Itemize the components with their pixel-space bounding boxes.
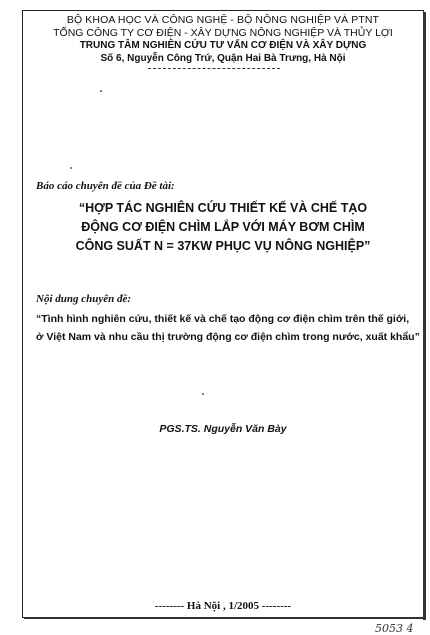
center-name: TRUNG TÂM NGHIÊN CỨU TƯ VẤN CƠ ĐIỆN VÀ XÂY DỰNG [79, 40, 367, 51]
corporation-header: TỔNG CÔNG TY CƠ ĐIỆN - XÂY DỰNG NÔNG NGHIỆP VÀ THỦY LỢI [53, 27, 393, 39]
report-title-line-3: CÔNG SUẤT N = 37KW PHỤC VỤ NÔNG NGHIỆP” [75, 239, 371, 253]
topic-line-1: “Tình hình nghiên cứu, thiết kế và chế tạo động cơ điện chìm trên thế giới, [36, 313, 410, 325]
report-label: Báo cáo chuyên đề của Đề tài: [36, 180, 175, 192]
scan-speck [100, 90, 102, 92]
handwritten-note: 5053 4 [375, 622, 414, 635]
page-border-shadow-bottom [24, 617, 426, 619]
center-address: Số 6, Nguyễn Công Trứ, Quận Hai Bà Trưng, Hà Nội [100, 53, 346, 64]
place-date-footer: -------- Hà Nội , 1/2005 -------- [154, 600, 292, 612]
topic-label: Nội dung chuyên đề: [36, 293, 132, 305]
topic-line-2: ở Việt Nam và nhu cầu thị trường động cơ điện chìm trong nước, xuất khẩu” [36, 331, 420, 343]
scan-speck [202, 393, 204, 395]
page-border-shadow-right [423, 12, 426, 620]
scan-speck [70, 167, 72, 169]
report-title-line-1: “HỢP TÁC NGHIÊN CỨU THIẾT KẾ VÀ CHẾ TẠO [78, 201, 368, 215]
header-divider [148, 68, 280, 69]
author-name: PGS.TS. Nguyễn Văn Bày [159, 423, 287, 435]
report-title-line-2: ĐỘNG CƠ ĐIỆN CHÌM LẮP VỚI MÁY BƠM CHÌM [81, 220, 365, 234]
ministry-header: BỘ KHOA HỌC VÀ CÔNG NGHỆ - BỘ NÔNG NGHIỆP VÀ PTNT [66, 14, 380, 26]
